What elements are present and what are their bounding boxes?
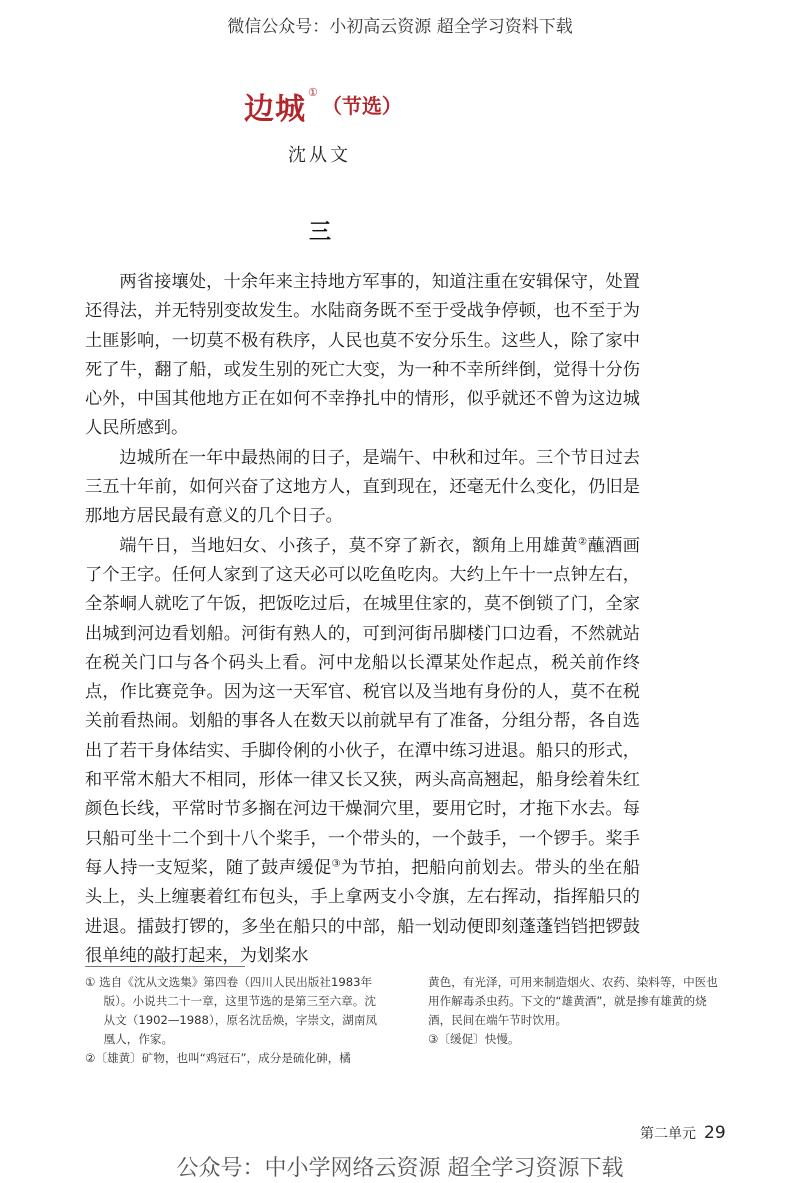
page-footer bbox=[640, 1123, 726, 1143]
title-footnote-mark: ① bbox=[308, 86, 318, 99]
footnotes-left-column bbox=[85, 973, 382, 1068]
paragraph-3-part3: 为节拍，把船向前划去。带头的坐在船头上，头上缠裹着红布包头，手上拿两支小令旗，左右挥动，指挥船只的进退。擂鼓打锣的，多坐在船只的中部，船一划动便即刻蓬蓬铛铛把锣鼓很单纯的敲打起来，为划桨水 bbox=[85, 857, 640, 966]
title-block bbox=[244, 84, 402, 128]
unit-label: 第二单元 bbox=[640, 1126, 696, 1142]
footnote-mark-3: ③ bbox=[331, 858, 341, 870]
page-number: 29 bbox=[704, 1123, 726, 1143]
footnote-divider bbox=[85, 966, 245, 967]
footnote-2-start: ②〔雄黄〕矿物，也叫“鸡冠石”，成分是硫化砷，橘 bbox=[85, 1051, 351, 1065]
footnotes-right-column bbox=[428, 973, 725, 1068]
paragraph-3 bbox=[85, 532, 640, 971]
footnotes bbox=[85, 973, 725, 1068]
author-name: 沈从文 bbox=[288, 145, 351, 166]
paragraph-2: 边城所在一年中最热闹的日子，是端午、中秋和过年。三个节日过去三五十年前，如何兴奋了这地方人，直到现在，还毫无什么变化，仍旧是那地方居民最有意义的几个日子。 bbox=[85, 447, 640, 527]
body-text bbox=[85, 268, 640, 971]
page-title: 边城 bbox=[244, 92, 306, 127]
paragraph-3-part1: 端午日，当地妇女、小孩子，莫不穿了新衣，额角上用雄黄 bbox=[119, 535, 579, 556]
title-subtitle: （节选） bbox=[321, 94, 402, 118]
bottom-watermark: 公众号：中小学网络云资源 超全学习资源下载 bbox=[176, 1156, 624, 1181]
footnote-2-continued: 黄色，有光泽，可用来制造烟火、农药、染料等，中医也用作解毒杀虫药。下文的“雄黄酒”，就是掺有雄黄的烧酒，民间在端午节时饮用。 bbox=[428, 975, 718, 1027]
paragraph-1: 两省接壤处，十余年来主持地方军事的，知道注重在安辑保守，处置还得法，并无特别变故发生。水陆商务既不至于受战争停顿，也不至于为土匪影响，一切莫不极有秩序，人民也莫不安分乐生。这些人，除了家中死了牛，翻了船，或发生别的死亡大变，为一种不幸所绊倒，觉得十分伤心外，中国其他地方正在如何不幸挣扎中的情形，似乎就还不曾为这边城人民所感到。 bbox=[85, 272, 640, 439]
footnote-3: ③〔缓促〕快慢。 bbox=[428, 1032, 520, 1046]
section-heading: 三 bbox=[308, 219, 331, 245]
header-watermark: 微信公众号：小初高云资源 超全学习资料下载 bbox=[227, 17, 573, 37]
paragraph-3-part2: 蘸酒画了个王字。任何人家到了这天必可以吃鱼吃肉。大约上午十一点钟左右，全茶峒人就吃了午饭，把饭吃过后，在城里住家的，莫不倒锁了门，全家出城到河边看划船。河街有熟人的，可到河街吊脚楼门口边看，不然就站在税关门口与各个码头上看。河中龙船以长潭某处作起点，税关前作终点，作比赛竞争。因为这一天军官、税官以及当地有身份的人，莫不在税关前看热闹。划船的事各人在数天以前就早有了准备，分组分帮，各自选出了若干身体结实、手脚伶俐的小伙子，在潭中练习进退。船只的形式，和平常木船大不相同，形体一律又长又狭，两头高高翘起，船身绘着朱红颜色长线，平常时节多搁在河边干燥洞穴里，要用它时，才拖下水去。每只船可坐十二个到十八个桨手，一个带头的，一个鼓手，一个锣手。桨手每人持一支短桨，随了鼓声缓促 bbox=[85, 535, 640, 878]
footnote-1: ① 选自《沈从文选集》第四卷（四川人民出版社1983年版）。小说共二十一章，这里节选的是第三至六章。沈从文（1902—1988），原名沈岳焕，字崇文，湖南凤凰人，作家。 bbox=[85, 975, 378, 1046]
footnote-mark-2: ② bbox=[578, 535, 588, 547]
